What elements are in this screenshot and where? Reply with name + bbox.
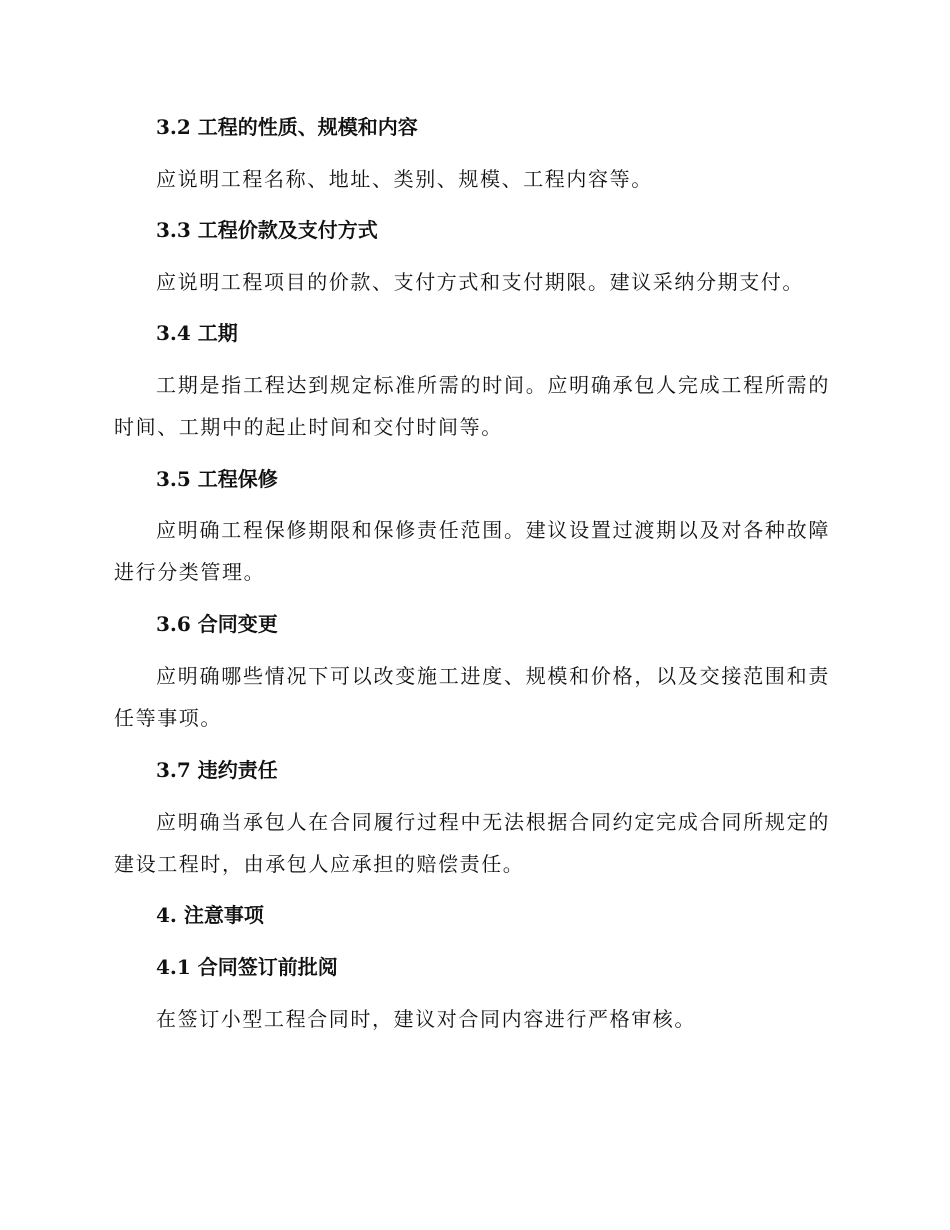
section-heading-3-5: 3.5 工程保修 [156,467,278,491]
section-heading-4: 4. 注意事项 [156,903,264,927]
section-heading-3-7: 3.7 违约责任 [156,758,278,782]
section-body-3-2: 应说明工程名称、地址、类别、规模、工程内容等。 [156,167,653,191]
section-body-4-1: 在签订小型工程合同时，建议对合同内容进行严格审核。 [156,1007,696,1031]
section-body-3-3: 应说明工程项目的价款、支付方式和支付期限。建议采纳分期支付。 [156,270,804,294]
section-heading-3-3: 3.3 工程价款及支付方式 [156,218,378,242]
section-body-3-6: 应明确哪些情况下可以改变施工进度、规模和价格，以及交接范围和责任等事项。 [114,664,830,730]
section-body-3-7: 应明确当承包人在合同履行过程中无法根据合同约定完成合同所规定的建设工程时，由承包人应承担的赔偿责任。 [114,810,830,876]
section-body-3-4: 工期是指工程达到规定标准所需的时间。应明确承包人完成工程所需的时间、工期中的起止时间和交付时间等。 [114,373,830,439]
section-heading-4-1: 4.1 合同签订前批阅 [156,955,338,979]
section-heading-3-4: 3.4 工期 [156,321,238,345]
section-body-3-5: 应明确工程保修期限和保修责任范围。建议设置过渡期以及对各种故障进行分类管理。 [114,518,830,584]
section-heading-3-6: 3.6 合同变更 [156,612,278,636]
section-heading-3-2: 3.2 工程的性质、规模和内容 [156,115,418,139]
